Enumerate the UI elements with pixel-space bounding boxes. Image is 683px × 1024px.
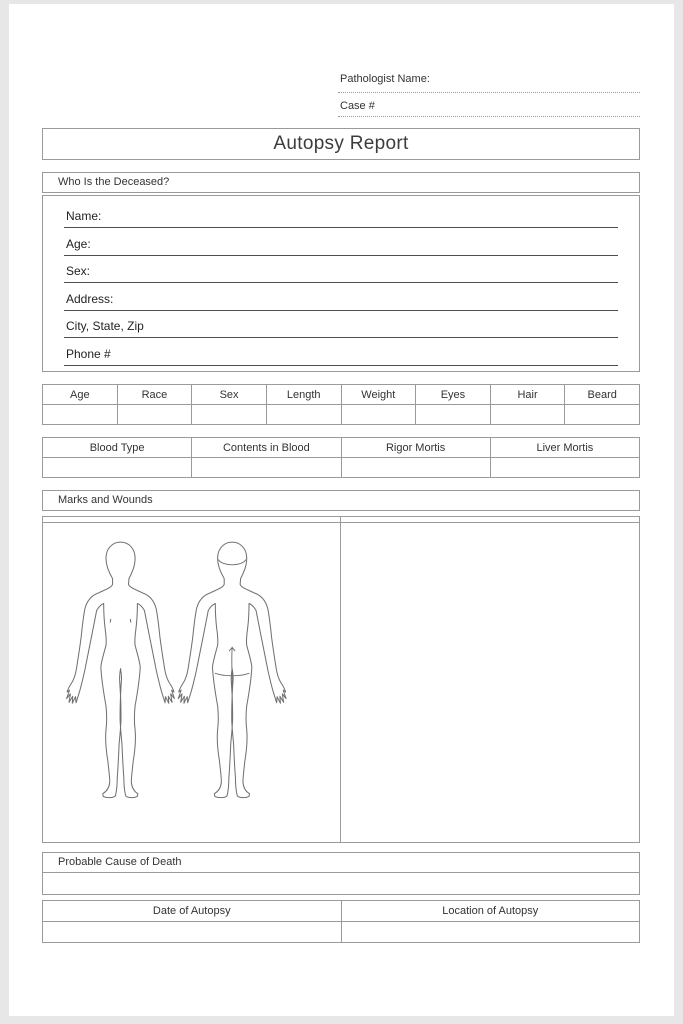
pathologist-name-label: Pathologist Name: xyxy=(340,73,430,85)
autopsy-header-row xyxy=(43,901,640,922)
body-outline-back xyxy=(178,542,286,798)
physical-header-length: Length xyxy=(266,385,341,405)
physical-value-sex[interactable] xyxy=(192,405,267,425)
forensic-table xyxy=(42,437,640,478)
body-outline-front xyxy=(67,542,175,798)
cause-of-death-field[interactable] xyxy=(43,873,639,894)
case-number-field[interactable] xyxy=(338,95,640,117)
physical-header-sex: Sex xyxy=(192,385,267,405)
autopsy-date-location-table xyxy=(42,900,640,943)
autopsy-value-row xyxy=(43,922,640,943)
physical-value-eyes[interactable] xyxy=(416,405,491,425)
physical-value-race[interactable] xyxy=(117,405,192,425)
physical-value-hair[interactable] xyxy=(490,405,565,425)
city-state-zip-field[interactable] xyxy=(64,311,618,339)
forensic-value-contents[interactable] xyxy=(192,458,341,478)
physical-value-row xyxy=(43,405,640,425)
autopsy-report-page xyxy=(9,4,674,1016)
forensic-value-rigor[interactable] xyxy=(341,458,490,478)
date-of-autopsy-field[interactable] xyxy=(43,922,342,943)
forensic-value-liver[interactable] xyxy=(490,458,639,478)
location-of-autopsy-field[interactable] xyxy=(341,922,640,943)
phone-label: Phone # xyxy=(66,346,111,361)
case-number-label: Case # xyxy=(340,100,375,112)
marks-notes-area[interactable] xyxy=(341,517,639,842)
city-state-zip-label: City, State, Zip xyxy=(66,319,144,333)
sex-label: Sex: xyxy=(66,264,91,278)
phone-field[interactable] xyxy=(64,338,618,366)
physical-header-weight: Weight xyxy=(341,385,416,405)
physical-header-eyes: Eyes xyxy=(416,385,491,405)
forensic-value-row xyxy=(43,458,640,478)
sex-field[interactable] xyxy=(64,256,618,284)
cause-of-death-box xyxy=(42,852,640,895)
address-label: Address: xyxy=(66,291,114,306)
physical-header-hair: Hair xyxy=(490,385,565,405)
date-of-autopsy-header: Date of Autopsy xyxy=(43,901,342,922)
body-diagrams xyxy=(43,523,340,843)
body-diagram-panel[interactable] xyxy=(43,517,341,842)
location-of-autopsy-header: Location of Autopsy xyxy=(341,901,640,922)
forensic-header-liver: Liver Mortis xyxy=(490,438,639,458)
name-label: Name: xyxy=(66,209,102,223)
deceased-section-heading: Who Is the Deceased? xyxy=(42,172,640,193)
forensic-header-row xyxy=(43,438,640,458)
physical-value-length[interactable] xyxy=(266,405,341,425)
marks-section-heading: Marks and Wounds xyxy=(42,490,640,511)
pathologist-name-field[interactable] xyxy=(338,70,640,93)
age-field[interactable] xyxy=(64,228,618,256)
cause-of-death-heading: Probable Cause of Death xyxy=(43,853,639,873)
physical-header-race: Race xyxy=(117,385,192,405)
marks-content-box xyxy=(42,516,640,843)
physical-description-table xyxy=(42,384,640,425)
physical-header-age: Age xyxy=(43,385,118,405)
deceased-fields-box xyxy=(42,195,640,372)
case-id-block xyxy=(338,70,640,117)
address-field[interactable] xyxy=(64,283,618,311)
physical-value-age[interactable] xyxy=(43,405,118,425)
physical-value-beard[interactable] xyxy=(565,405,640,425)
physical-header-row xyxy=(43,385,640,405)
forensic-value-blood-type[interactable] xyxy=(43,458,192,478)
name-field[interactable] xyxy=(64,196,618,228)
forensic-header-rigor: Rigor Mortis xyxy=(341,438,490,458)
page-title: Autopsy Report xyxy=(42,128,640,160)
forensic-header-contents: Contents in Blood xyxy=(192,438,341,458)
age-label: Age: xyxy=(66,236,91,251)
physical-value-weight[interactable] xyxy=(341,405,416,425)
physical-header-beard: Beard xyxy=(565,385,640,405)
forensic-header-blood-type: Blood Type xyxy=(43,438,192,458)
